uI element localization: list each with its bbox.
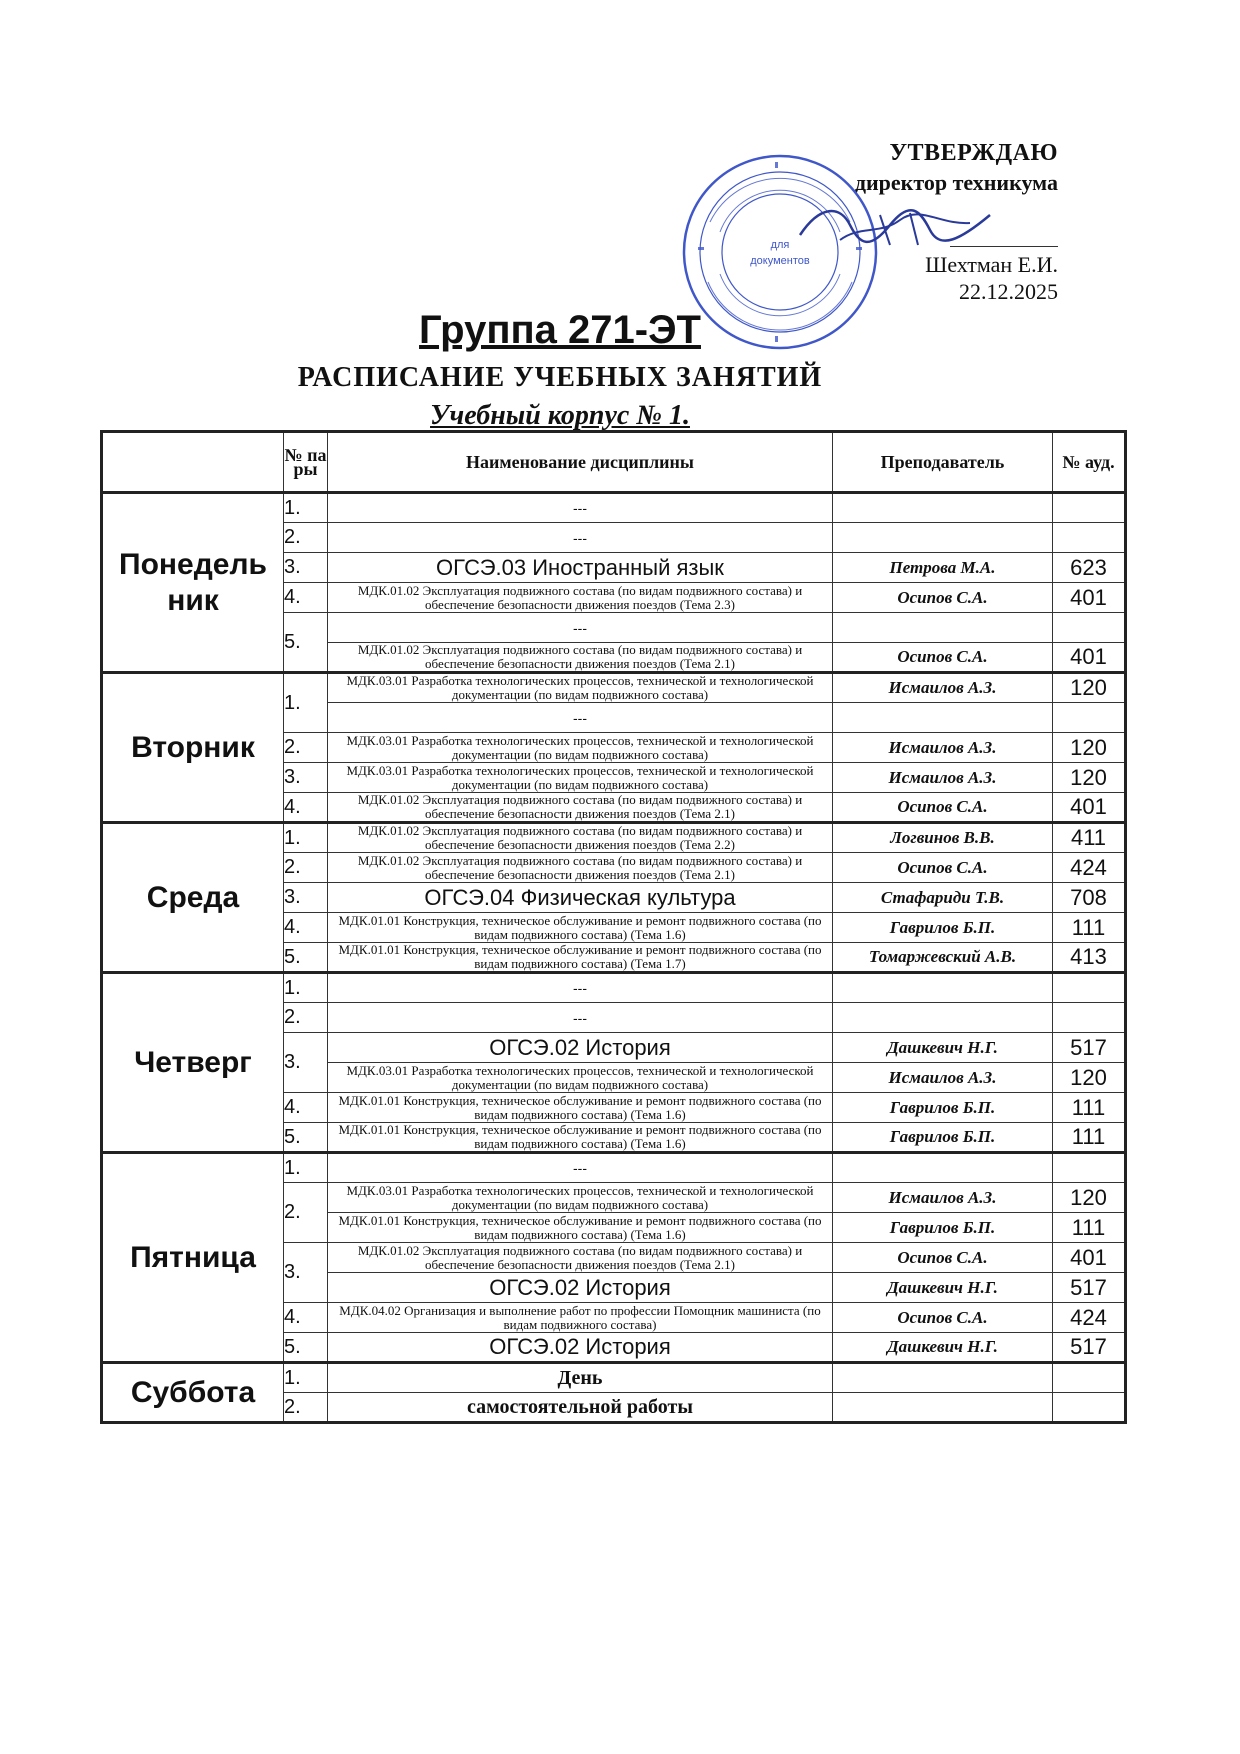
teacher-cell — [833, 1393, 1053, 1423]
subject-text: --- — [573, 529, 587, 546]
room-cell — [1053, 523, 1126, 553]
pair-number: 2. — [284, 523, 328, 553]
teacher-cell: Осипов С.А. — [833, 853, 1053, 883]
subject-text: МДК.01.02 Эксплуатация подвижного состава (по видам подвижного состава) и обеспечение безопасности движения поездов (Тема 2.2) — [357, 823, 803, 852]
day-name: Пятница — [102, 1153, 284, 1363]
subject-text: МДК.03.01 Разработка технологических процессов, технической и технологической документации (по видам подвижного состава) — [346, 1182, 814, 1212]
pair-number: 1. — [284, 823, 328, 853]
subject-text: МДК.01.02 Эксплуатация подвижного состава (по видам подвижного состава) и обеспечение безопасности движения поездов (Тема 2.1) — [357, 792, 803, 821]
room-cell: 424 — [1053, 853, 1126, 883]
subject-cell — [328, 1003, 833, 1033]
day-name: Среда — [102, 823, 284, 973]
room-cell: 120 — [1053, 763, 1126, 793]
approval-date: 22.12.2025 — [959, 279, 1058, 304]
subject-cell — [328, 883, 833, 913]
teacher-cell: Гаврилов Б.П. — [833, 1093, 1053, 1123]
subject-text: МДК.03.01 Разработка технологических процессов, технической и технологической документации (по видам подвижного состава) — [346, 673, 814, 702]
subject-text: ОГСЭ.02 История — [489, 1334, 671, 1359]
pair-number: 3. — [284, 883, 328, 913]
room-cell — [1053, 1363, 1126, 1393]
subject-text: --- — [573, 500, 587, 516]
room-cell: 111 — [1053, 1093, 1126, 1123]
subject-cell — [328, 643, 833, 673]
pair-number: 2. — [284, 1183, 328, 1243]
room-cell: 111 — [1053, 1123, 1126, 1153]
teacher-cell — [833, 703, 1053, 733]
subject-cell — [328, 523, 833, 553]
subject-text: МДК.01.02 Эксплуатация подвижного состава (по видам подвижного состава) и обеспечение безопасности движения поездов (Тема 2.3) — [357, 582, 803, 612]
pair-number: 2. — [284, 1003, 328, 1033]
table-row — [102, 973, 1126, 1003]
subject-cell — [328, 1183, 833, 1213]
subject-cell — [328, 553, 833, 583]
room-cell: 517 — [1053, 1033, 1126, 1063]
table-row — [102, 1153, 1126, 1183]
subject-cell — [328, 1033, 833, 1063]
room-cell: 517 — [1053, 1273, 1126, 1303]
teacher-cell: Осипов С.А. — [833, 583, 1053, 613]
room-cell: 623 — [1053, 553, 1126, 583]
room-cell: 424 — [1053, 1303, 1126, 1333]
subject-cell — [328, 1363, 833, 1393]
teacher-cell: Осипов С.А. — [833, 793, 1053, 823]
pair-number: 2. — [284, 1393, 328, 1423]
day-name: Суббота — [102, 1363, 284, 1423]
table-row — [102, 493, 1126, 523]
subject-cell — [328, 943, 833, 973]
pair-number: 3. — [284, 1033, 328, 1093]
subject-cell — [328, 853, 833, 883]
schedule-title: РАСПИСАНИЕ УЧЕБНЫХ ЗАНЯТИЙ — [297, 362, 823, 393]
room-cell: 401 — [1053, 643, 1126, 673]
subject-cell — [328, 613, 833, 643]
pair-number: 5. — [284, 943, 328, 973]
subject-cell — [328, 733, 833, 763]
room-cell: 111 — [1053, 1213, 1126, 1243]
subject-text: ОГСЭ.02 История — [489, 1274, 671, 1300]
pair-number: 4. — [284, 913, 328, 943]
table-row — [102, 1363, 1126, 1393]
subject-cell — [328, 1303, 833, 1333]
day-block — [102, 973, 1126, 1153]
day-block — [102, 1363, 1126, 1423]
pair-column-header: № па ры — [284, 432, 328, 493]
table-row — [102, 823, 1126, 853]
subject-text: МДК.01.01 Конструкция, техническое обслуживание и ремонт подвижного состава (по видам подвижного состава) (Тема 1.6) — [338, 1092, 822, 1122]
subject-cell — [328, 1273, 833, 1303]
pair-number: 3. — [284, 553, 328, 583]
pair-number: 4. — [284, 793, 328, 823]
subject-cell — [328, 1213, 833, 1243]
pair-number: 5. — [284, 613, 328, 673]
subject-text: День — [557, 1366, 603, 1389]
subject-text: ОГСЭ.04 Физическая культура — [424, 884, 736, 910]
subject-text: МДК.01.02 Эксплуатация подвижного состава (по видам подвижного состава) и обеспечение безопасности движения поездов (Тема 2.1) — [357, 1242, 803, 1272]
approve-label: УТВЕРЖДАЮ — [889, 140, 1058, 166]
day-block — [102, 673, 1126, 823]
room-cell — [1053, 973, 1126, 1003]
pair-number: 4. — [284, 1093, 328, 1123]
pair-number: 1. — [284, 493, 328, 523]
subject-text: МДК.01.01 Конструкция, техническое обслуживание и ремонт подвижного состава (по видам подвижного состава) (Тема 1.6) — [338, 1212, 822, 1242]
day-name: Четверг — [102, 973, 284, 1153]
teacher-cell: Осипов С.А. — [833, 643, 1053, 673]
day-name: Вторник — [102, 673, 284, 823]
teacher-cell: Исмаилов А.З. — [833, 1183, 1053, 1213]
teacher-cell: Осипов С.А. — [833, 1303, 1053, 1333]
subject-text: --- — [573, 1160, 587, 1176]
subject-cell — [328, 703, 833, 733]
subject-cell — [328, 1153, 833, 1183]
subject-cell — [328, 823, 833, 853]
subject-cell — [328, 1093, 833, 1123]
subject-text: МДК.01.01 Конструкция, техническое обслуживание и ремонт подвижного состава (по видам подвижного состава) (Тема 1.6) — [338, 912, 822, 942]
teacher-cell: Исмаилов А.З. — [833, 763, 1053, 793]
teacher-cell — [833, 1003, 1053, 1033]
teacher-cell: Стафариди Т.В. — [833, 883, 1053, 913]
room-cell — [1053, 1153, 1126, 1183]
subject-text: МДК.04.02 Организация и выполнение работ по профессии Помощник машиниста (по видам подвижного состава) — [339, 1302, 821, 1332]
subject-cell — [328, 793, 833, 823]
room-cell: 120 — [1053, 673, 1126, 703]
subject-text: МДК.01.01 Конструкция, техническое обслуживание и ремонт подвижного состава (по видам подвижного состава) (Тема 1.7) — [338, 942, 822, 971]
svg-text:для: для — [770, 239, 790, 251]
pair-number: 4. — [284, 583, 328, 613]
pair-number: 3. — [284, 763, 328, 793]
teacher-cell: Петрова М.А. — [833, 553, 1053, 583]
room-cell: 120 — [1053, 1183, 1126, 1213]
room-cell — [1053, 493, 1126, 523]
pair-number: 5. — [284, 1123, 328, 1153]
teacher-cell: Гаврилов Б.П. — [833, 913, 1053, 943]
room-cell: 401 — [1053, 583, 1126, 613]
day-block — [102, 1153, 1126, 1363]
subject-text: ОГСЭ.03 Иностранный язык — [436, 554, 724, 580]
room-cell: 120 — [1053, 1063, 1126, 1093]
room-cell: 413 — [1053, 943, 1126, 973]
room-cell — [1053, 1003, 1126, 1033]
teacher-cell: Гаврилов Б.П. — [833, 1213, 1053, 1243]
room-cell — [1053, 1393, 1126, 1423]
group-title: Группа 271-ЭТ — [419, 308, 701, 352]
subject-cell — [328, 583, 833, 613]
day-block — [102, 493, 1126, 673]
teacher-cell — [833, 523, 1053, 553]
subject-column-header: Наименование дисциплины — [328, 432, 833, 493]
subject-cell — [328, 763, 833, 793]
pair-number: 5. — [284, 1333, 328, 1363]
teacher-cell — [833, 493, 1053, 523]
teacher-cell — [833, 613, 1053, 643]
teacher-cell: Дашкевич Н.Г. — [833, 1273, 1053, 1303]
subject-cell — [328, 1123, 833, 1153]
subject-text: МДК.03.01 Разработка технологических процессов, технической и технологической документации (по видам подвижного состава) — [346, 1062, 814, 1092]
approver-name: Шехтман Е.И. — [925, 252, 1058, 277]
day-column-header — [102, 432, 284, 493]
subject-text: самостоятельной работы — [467, 1395, 693, 1418]
subject-text: МДК.01.01 Конструкция, техническое обслуживание и ремонт подвижного состава (по видам подвижного состава) (Тема 1.6) — [338, 1122, 822, 1151]
room-cell: 708 — [1053, 883, 1126, 913]
room-cell: 401 — [1053, 1243, 1126, 1273]
svg-text:документов: документов — [750, 255, 810, 267]
room-column-header: № ауд. — [1053, 432, 1126, 493]
room-cell — [1053, 703, 1126, 733]
teacher-cell — [833, 1363, 1053, 1393]
teacher-cell: Исмаилов А.З. — [833, 733, 1053, 763]
room-cell — [1053, 613, 1126, 643]
teacher-cell: Дашкевич Н.Г. — [833, 1033, 1053, 1063]
room-cell: 111 — [1053, 913, 1126, 943]
subject-cell — [328, 493, 833, 523]
pair-number: 1. — [284, 673, 328, 733]
subject-text: --- — [573, 980, 587, 996]
subject-text: МДК.03.01 Разработка технологических процессов, технической и технологической документации (по видам подвижного состава) — [346, 762, 814, 792]
subject-cell — [328, 1063, 833, 1093]
day-name: Понедель ник — [102, 493, 284, 673]
table-row — [102, 673, 1126, 703]
subject-cell — [328, 973, 833, 1003]
day-block — [102, 823, 1126, 973]
subject-text: МДК.01.02 Эксплуатация подвижного состава (по видам подвижного состава) и обеспечение безопасности движения поездов (Тема 2.1) — [357, 642, 803, 671]
pair-number: 2. — [284, 853, 328, 883]
subject-cell — [328, 1333, 833, 1363]
building-title: Учебный корпус № 1. — [430, 400, 690, 431]
subject-text: --- — [573, 1009, 587, 1026]
teacher-cell — [833, 973, 1053, 1003]
pair-number: 2. — [284, 733, 328, 763]
teacher-cell: Исмаилов А.З. — [833, 1063, 1053, 1093]
room-cell: 120 — [1053, 733, 1126, 763]
subject-text: --- — [573, 619, 587, 636]
pair-number: 1. — [284, 1363, 328, 1393]
teacher-column-header: Преподаватель — [833, 432, 1053, 493]
subject-text: МДК.03.01 Разработка технологических процессов, технической и технологической документации (по видам подвижного состава) — [346, 732, 814, 762]
pair-number: 1. — [284, 1153, 328, 1183]
pair-number: 1. — [284, 973, 328, 1003]
room-cell: 401 — [1053, 793, 1126, 823]
subject-text: --- — [573, 709, 587, 726]
table-header-row — [102, 432, 1126, 493]
pair-number: 4. — [284, 1303, 328, 1333]
teacher-cell: Исмаилов А.З. — [833, 673, 1053, 703]
teacher-cell: Дашкевич Н.Г. — [833, 1333, 1053, 1363]
subject-cell — [328, 1393, 833, 1423]
room-cell: 517 — [1053, 1333, 1126, 1363]
teacher-cell: Гаврилов Б.П. — [833, 1123, 1053, 1153]
teacher-cell: Логвинов В.В. — [833, 823, 1053, 853]
signature-icon — [780, 195, 1010, 265]
schedule-table — [100, 430, 1127, 1424]
subject-text: ОГСЭ.02 История — [489, 1034, 671, 1060]
room-cell: 411 — [1053, 823, 1126, 853]
subject-cell — [328, 1243, 833, 1273]
teacher-cell — [833, 1153, 1053, 1183]
subject-cell — [328, 673, 833, 703]
teacher-cell: Томаржевский А.В. — [833, 943, 1053, 973]
subject-text: МДК.01.02 Эксплуатация подвижного состава (по видам подвижного состава) и обеспечение безопасности движения поездов (Тема 2.1) — [357, 852, 803, 882]
subject-cell — [328, 913, 833, 943]
approver-position: директор техникума — [854, 170, 1058, 195]
pair-number: 3. — [284, 1243, 328, 1303]
teacher-cell: Осипов С.А. — [833, 1243, 1053, 1273]
